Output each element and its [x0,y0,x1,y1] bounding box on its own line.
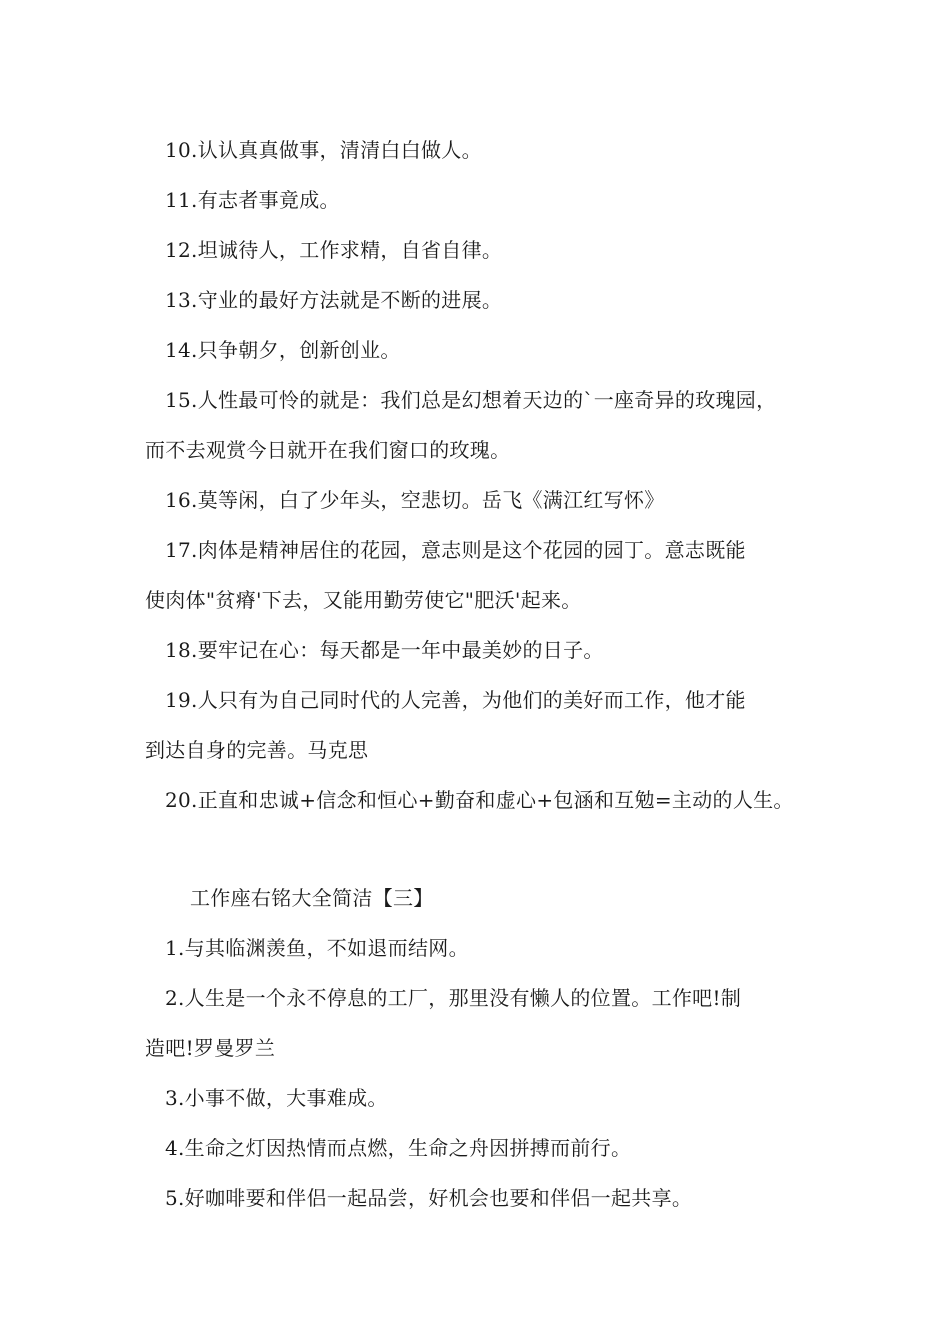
quote-line: 11.有志者事竟成。 [165,188,340,212]
quote-line: 20.正直和忠诚+信念和恒心+勤奋和虚心+包涵和互勉=主动的人生。 [165,788,794,812]
quote-line-continuation: 到达自身的完善。马克思 [145,738,369,762]
quote-line: 12.坦诚待人，工作求精，自省自律。 [165,238,503,262]
quote-line: 13.守业的最好方法就是不断的进展。 [165,288,503,312]
quote-line: 2.人生是一个永不停息的工厂，那里没有懒人的位置。工作吧!制 [165,986,742,1010]
quote-line: 14.只争朝夕，创新创业。 [165,338,401,362]
quote-line: 4.生命之灯因热情而点燃，生命之舟因拼搏而前行。 [165,1136,632,1160]
section-heading: 工作座右铭大全简洁【三】 [190,886,434,910]
quote-line-continuation: 使肉体"贫瘠'下去，又能用勤劳使它"肥沃'起来。 [145,588,582,612]
quote-line: 17.肉体是精神居住的花园，意志则是这个花园的园丁。意志既能 [165,538,746,562]
quote-line: 15.人性最可怜的就是：我们总是幻想着天边的`一座奇异的玫瑰园， [165,388,777,412]
quote-line: 1.与其临渊羡鱼，不如退而结网。 [165,936,469,960]
quote-line: 10.认认真真做事，清清白白做人。 [165,138,482,162]
quote-line: 5.好咖啡要和伴侣一起品尝，好机会也要和伴侣一起共享。 [165,1186,693,1210]
quote-line: 3.小事不做，大事难成。 [165,1086,388,1110]
quote-line-continuation: 而不去观赏今日就开在我们窗口的玫瑰。 [145,438,511,462]
quote-line: 16.莫等闲，白了少年头，空悲切。岳飞《满江红写怀》 [165,488,665,512]
quote-line: 19.人只有为自己同时代的人完善，为他们的美好而工作，他才能 [165,688,746,712]
quote-line: 18.要牢记在心：每天都是一年中最美妙的日子。 [165,638,604,662]
quote-line-continuation: 造吧!罗曼罗兰 [145,1036,276,1060]
